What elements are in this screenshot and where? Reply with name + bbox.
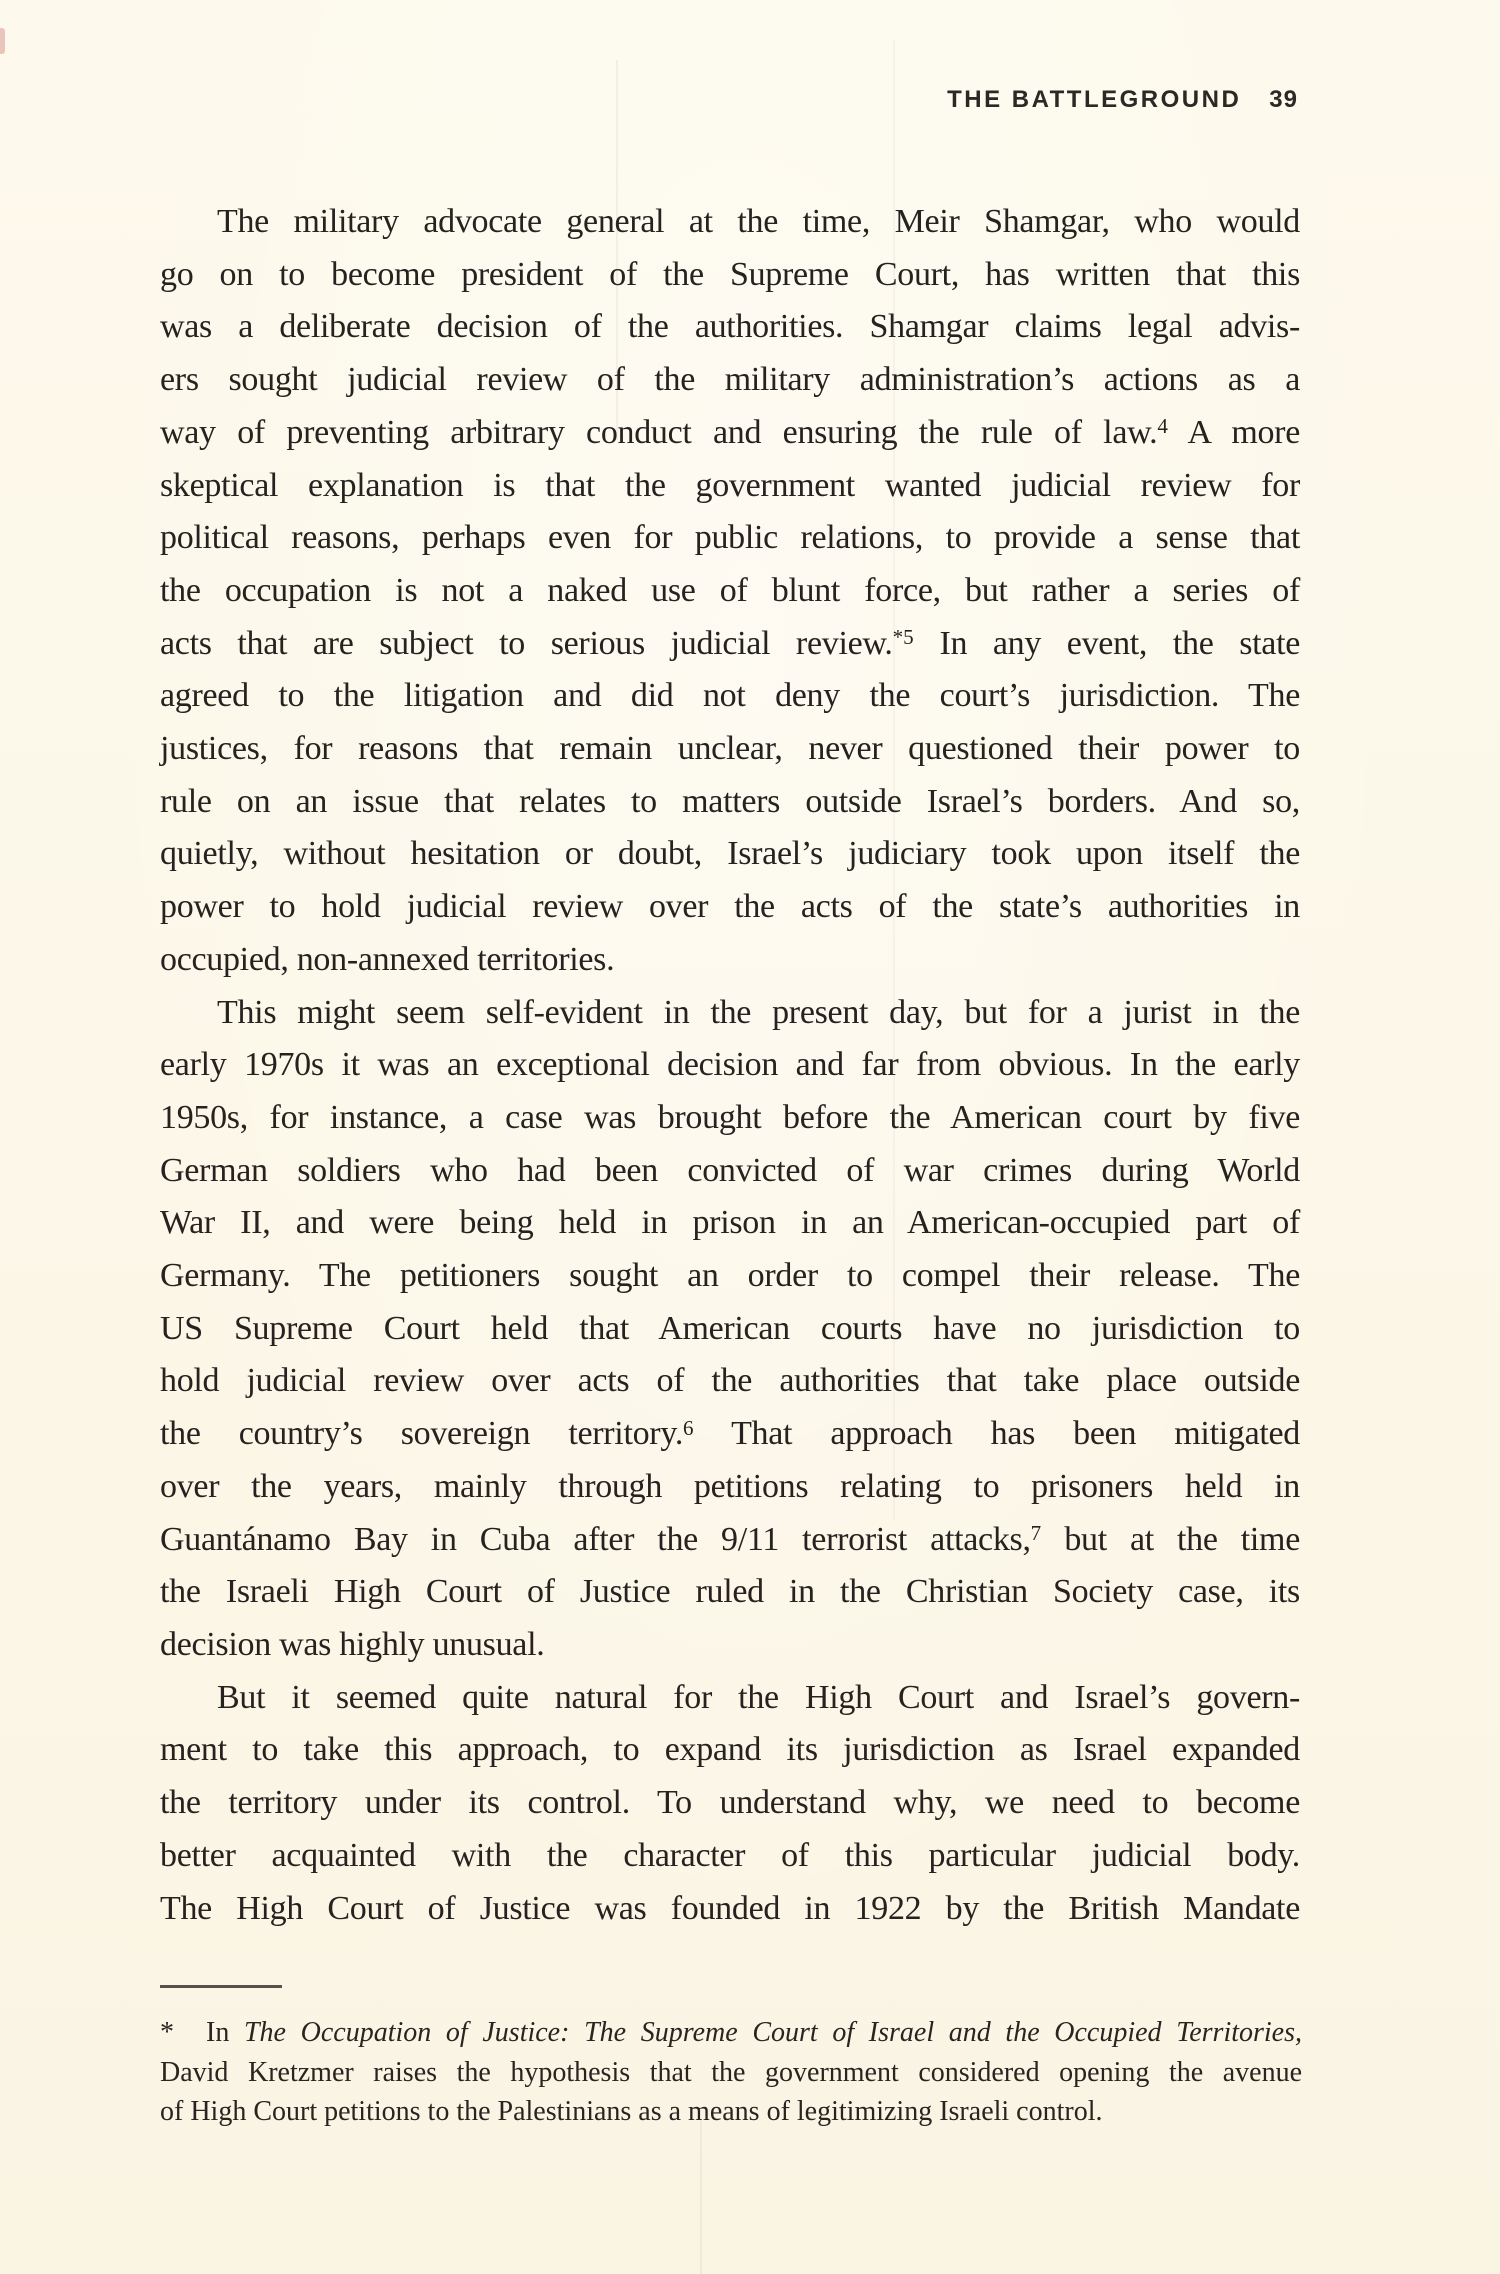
text-line: the territory under its control. To understand why, we need to become <box>160 1784 1300 1822</box>
text-line: quietly, without hesitation or doubt, Israel’s judiciary took upon itself the <box>160 835 1300 873</box>
text-line: German soldiers who had been convicted of war crimes during World <box>160 1151 1300 1189</box>
text-line: But it seemed quite natural for the High Court and Israel’s govern- <box>217 1678 1300 1716</box>
text-line: early 1970s it was an exceptional decision and far from obvious. In the early <box>160 1046 1300 1084</box>
text-line: 1950s, for instance, a case was brought before the American court by five <box>160 1098 1300 1136</box>
text-line: the country’s sovereign territory.$^6$ That approach has been mitigated <box>160 1415 1301 1453</box>
text-line: US Supreme Court held that American courts have no jurisdiction to <box>160 1309 1300 1347</box>
body-paragraph <box>160 1672 1300 1936</box>
footnote-asterisk: * <box>160 2017 174 2048</box>
scan-crease <box>700 2120 702 2274</box>
footnote-reference: 6 <box>683 1415 694 1440</box>
text-line: was a deliberate decision of the authorities. Shamgar claims legal advis- <box>160 308 1300 346</box>
footnote-line: * In The Occupation of Justice: The Supreme Court of Israel and the Occupied Territories, <box>160 2013 1302 2053</box>
text-line: decision was highly unusual. <box>160 1625 545 1663</box>
footnote-reference: 7 <box>1030 1521 1042 1546</box>
text-line: acts that are subject to serious judicial review.$^{*5}$ In any event, the state <box>160 624 1301 662</box>
running-head <box>947 86 1298 114</box>
text-line: agreed to the litigation and did not deny the court’s jurisdiction. The <box>160 677 1300 715</box>
text-line: The military advocate general at the time, Meir Shamgar, who would <box>217 203 1300 240</box>
book-title: The Occupation of Justice: The Supreme Court of Israel and the Occupied Territories, <box>243 2017 1302 2048</box>
text-line: skeptical explanation is that the government wanted judicial review for <box>160 466 1300 504</box>
body-paragraph <box>160 987 1300 1672</box>
text-line: ment to take this approach, to expand its jurisdiction as Israel expanded <box>160 1731 1300 1769</box>
body-paragraph <box>160 196 1300 987</box>
text-line: justices, for reasons that remain unclear, never questioned their power to <box>160 730 1300 768</box>
text-line: political reasons, perhaps even for public relations, to provide a sense that <box>160 519 1300 557</box>
text-line: hold judicial review over acts of the authorities that take place outside <box>160 1362 1300 1400</box>
text-line: This might seem self-evident in the present day, but for a jurist in the <box>217 993 1300 1031</box>
footnote <box>160 2013 1302 2132</box>
footnote-line: of High Court petitions to the Palestinians as a means of legitimizing Israeli control. <box>160 2096 1103 2127</box>
text-line: way of preventing arbitrary conduct and ensuring the rule of law.$^4$ A more <box>160 413 1300 451</box>
text-line: better acquainted with the character of this particular judicial body. <box>160 1836 1300 1874</box>
text-line: go on to become president of the Supreme Court, has written that this <box>160 255 1300 293</box>
text-line: occupied, non-annexed territories. <box>160 940 615 978</box>
text-line: the Israeli High Court of Justice ruled in the Christian Society case, its <box>160 1573 1300 1611</box>
text-line: War II, and were being held in prison in an American-occupied part of <box>160 1204 1300 1242</box>
footnote-reference: 4 <box>1157 414 1168 439</box>
footnote-reference: *5 <box>892 625 914 650</box>
page-number: 39 <box>1269 86 1298 113</box>
text-line: power to hold judicial review over the acts of the state’s authorities in <box>160 888 1300 926</box>
text-line: ers sought judicial review of the military administration’s actions as a <box>160 361 1300 399</box>
body-text <box>160 196 1300 1935</box>
footnote-line: David Kretzmer raises the hypothesis that the government considered opening the avenue <box>160 2056 1302 2088</box>
text-line: the occupation is not a naked use of blunt force, but rather a series of <box>160 571 1300 609</box>
scan-speck <box>0 28 5 54</box>
running-title: THE BATTLEGROUND <box>947 86 1242 113</box>
text-line: rule on an issue that relates to matters outside Israel’s borders. And so, <box>160 782 1300 820</box>
text-line: over the years, mainly through petitions relating to prisoners held in <box>160 1467 1300 1505</box>
footnote-separator <box>160 1985 282 1988</box>
text-line: Germany. The petitioners sought an order to compel their release. The <box>160 1257 1300 1295</box>
text-line: The High Court of Justice was founded in 1922 by the British Mandate <box>160 1889 1300 1927</box>
text-line: Guantánamo Bay in Cuba after the 9/11 terrorist attacks,$^7$ but at the time <box>160 1520 1300 1558</box>
